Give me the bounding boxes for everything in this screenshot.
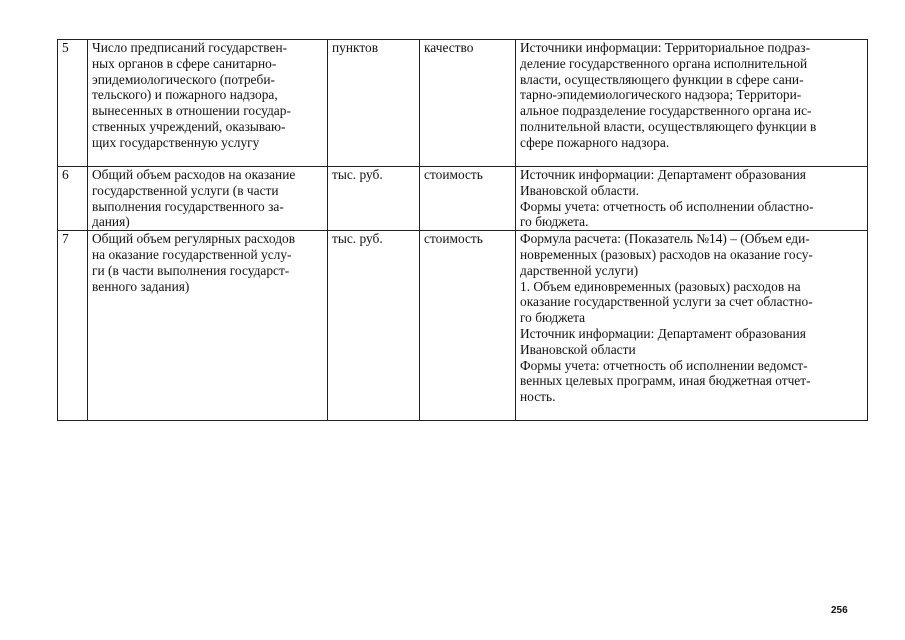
source-cell: Формула расчета: (Показатель №14) – (Объем еди- новременных (разовых) расходов на оказание госу- дарственной услуги) 1. Объем единовременных (разовых) расходов на оказание государственной услуги за счет областно- го бюджета Источник информации: Департамент образования Ивановской области Формы учета: отчетность об исполнении ведомст- венных целевых программ, иная бюджетная отчет- ность.: [516, 231, 868, 421]
row-number-cell: 6: [58, 167, 88, 231]
source-cell: Источник информации: Департамент образования Ивановской области. Формы учета: отчетность об исполнении областно- го бюджета.: [516, 167, 868, 231]
table-row: [58, 231, 868, 421]
indicator-type-cell: стоимость: [420, 231, 516, 421]
table-row: [58, 167, 868, 231]
unit-cell: тыс. руб.: [328, 167, 420, 231]
source-cell: Источники информации: Территориальное подраз- деление государственного органа исполнительной власти, осуществляющего функции в сфере сани- тарно-эпидемиологического надзора; Территори- альное подразделение государственного органа ис- полнительной власти, осуществляющего функции в сфере пожарного надзора.: [516, 40, 868, 167]
unit-cell: тыс. руб.: [328, 231, 420, 421]
indicator-type-cell: качество: [420, 40, 516, 167]
unit-cell: пунктов: [328, 40, 420, 167]
indicator-name-cell: Общий объем расходов на оказание государственной услуги (в части выполнения государственного за- дания): [88, 167, 328, 231]
row-number-cell: 7: [58, 231, 88, 421]
indicators-table: [57, 39, 868, 421]
row-number-cell: 5: [58, 40, 88, 167]
table-row: [58, 40, 868, 167]
indicator-type-cell: стоимость: [420, 167, 516, 231]
indicator-name-cell: Число предписаний государствен- ных органов в сфере санитарно- эпидемиологического (потреби- тельского) и пожарного надзора, вынесенных в отношении государ- ственных учреждений, оказываю- щих государственную услугу: [88, 40, 328, 167]
indicator-name-cell: Общий объем регулярных расходов на оказание государственной услу- ги (в части выполнения государст- венного задания): [88, 231, 328, 421]
page-number: 256: [831, 605, 848, 616]
